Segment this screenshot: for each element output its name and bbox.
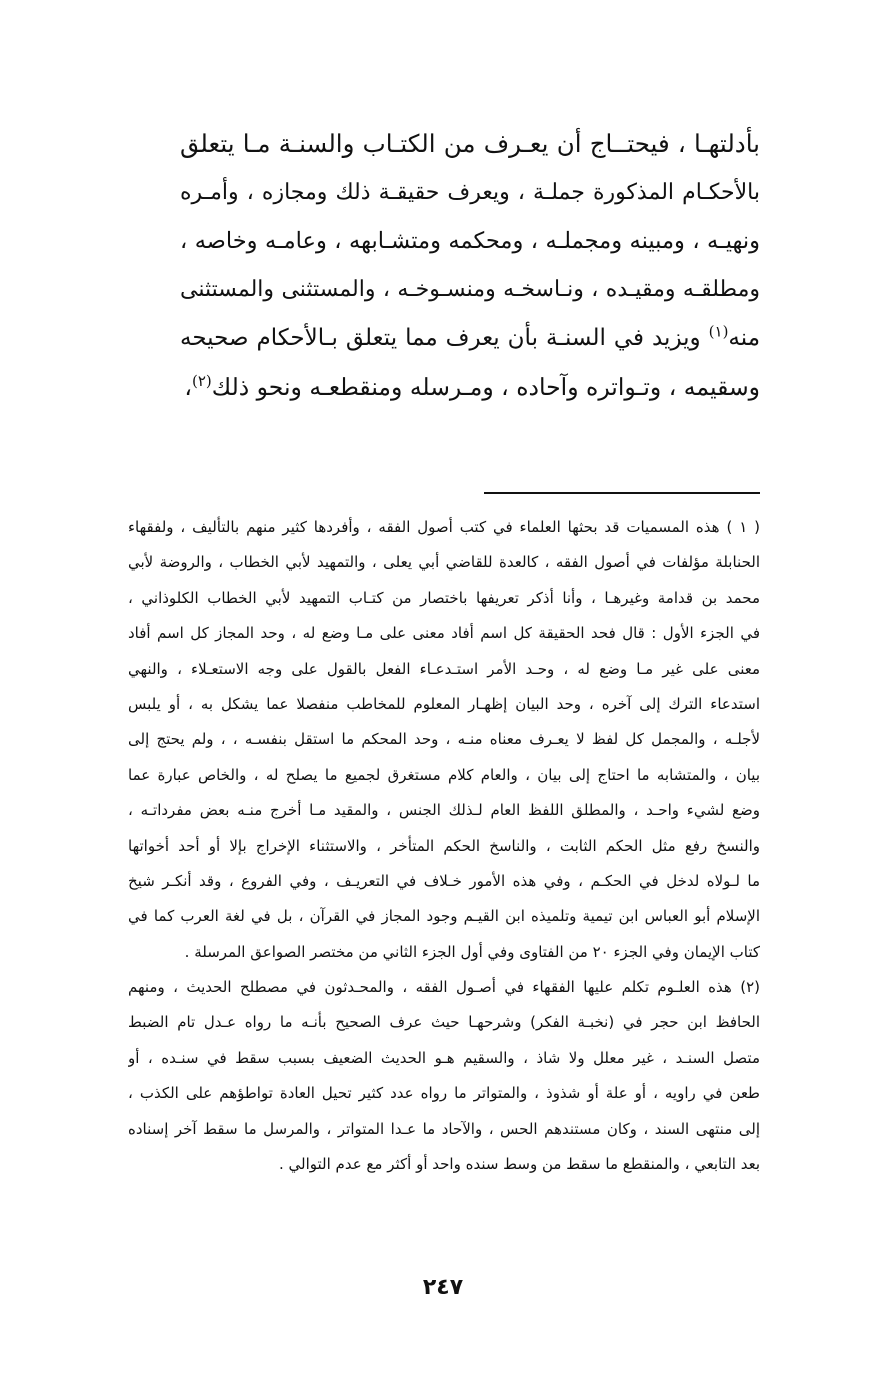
footnote-line: (٢) هذه العلـوم تكلم عليها الفقهاء في أصـول الفقه ، والمحـدثون في مصطلح الحديث ، ومنهم [128, 978, 760, 997]
main-text-fragment: ، [184, 372, 192, 401]
footnote-line: الحافظ ابن حجر في (نخبـة الفكر) وشرحهـا حيث عرف الصحيح بأنـه ما رواه عـدل تام الضبط [128, 1013, 760, 1032]
main-text-line: ونهيـه ، ومبينه ومجملـه ، ومحكمه ومتشـابهه ، وعامـه وخاصه ، [180, 228, 760, 254]
footnote-line: وضع لشيء واحـد ، والمطلق اللفظ العام لـذلك الجنس ، والمقيد مـا أخرج منـه بعض مفرداتـه ، [128, 801, 760, 820]
footnote-line: ( ١ ) هذه المسميات قد بحثها العلماء في كتب أصول الفقه ، وأفردها كثير منهم بالتأليف ، ولفقهاء [128, 518, 760, 536]
footnote-reference-1: (١) [708, 322, 729, 341]
footnote-line: في الجزء الأول : قال فحد الحقيقة كل اسم أفاد معنى على مـا وضع له ، وحد المجاز كل اسم أفاد [128, 624, 760, 643]
footnote-separator [484, 492, 760, 494]
footnote-line: بيان ، والمتشابه ما احتاج إلى بيان ، والعام كلام مستغرق لجميع ما يصلح له ، والخاص عبارة عما [128, 765, 760, 784]
footnote-line: كتاب الإيمان وفي الجزء ٢٠ من الفتاوى وفي أول الجزء الثاني من مختصر الصواعق المرسلة . [184, 942, 760, 961]
footnote-line: الإسلام أبو العباس ابن تيمية وتلميذه ابن القيـم وجود المجاز في القرآن ، بل في لغة العرب كما في [128, 907, 760, 926]
footnotes [128, 510, 760, 1182]
footnote-line: بعد التابعي ، والمنقطع ما سقط من وسط سنده واحد أو أكثر مع عدم التوالي . [278, 1155, 760, 1174]
footnote-line: ما لـولاه لدخل في الحكـم ، وفي هذه الأمور خـلاف في التعريـف ، وفي الفروع ، وقد أنكـر شيخ [128, 871, 760, 890]
main-text-fragment: منه [728, 325, 761, 351]
page-number: ٢٤٧ [422, 1275, 464, 1300]
main-text-line: ومطلقـه ومقيـده ، ونـاسخـه ومنسـوخـه ، والمستثنى والمستثنى [180, 276, 760, 302]
main-text-line [180, 363, 760, 412]
main-text-fragment: ويزيد في السنـة بأن يعرف مما يتعلق بـالأحكام صحيحه [180, 325, 701, 351]
footnote-line: إلى منتهى السند ، وكان مستندهم الحس ، والآحاد ما عـدا المتواتر ، والمرسل ما سقط آخر إسناده [128, 1119, 760, 1138]
main-text [180, 120, 760, 411]
footnote-line: طعن في راويه ، أو علة أو شذوذ ، والمتواتر ما رواه عدد كثير تحيل العادة تواطؤهم على الكذب ، [128, 1084, 760, 1103]
footnote-reference-2: (٢) [191, 371, 212, 390]
main-text-fragment: وسقيمه ، وتـواتره وآحاده ، ومـرسله ومنقطعـه ونحو ذلك [211, 372, 760, 401]
footnote-line: استدعاء الترك إلى آخره ، وحد البيان إظهـار المعلوم للمخاطب منفصلا عما يشكل به ، أو يلبس [128, 694, 760, 713]
footnote-line: لأجلـه ، والمجمل كل لفظ لا يعـرف معناه منـه ، وحد المحكم ما استقل بنفسـه ، ، ولم يحتج إلى [128, 730, 760, 749]
main-text-line: بأدلتهـا ، فيحتــاج أن يعـرف من الكتـاب والسنـة مـا يتعلق [180, 129, 760, 158]
footnote-line: محمد بن قدامة وغيرهـا ، وأنا أذكر تعريفها باختصار من كتـاب التمهيد لأبي الخطاب الكلوذاني ، [128, 588, 760, 607]
footnote-line: الحنابلة مؤلفات في أصول الفقه ، كالعدة للقاضي أبي يعلى ، والتمهيد لأبي الخطاب ، والروضة لأبي [128, 553, 760, 572]
footnote-line: معنى على غير مـا وضع له ، وحـد الأمر استـدعـاء الفعل بالقول على وجه الاستعـلاء ، والنهي [128, 659, 760, 678]
footnote-line: والنسخ رفع مثل الحكم الثابت ، والناسخ الحكم المتأخر ، والاستثناء الإخراج بإلا أو أحد أخواتها [128, 836, 760, 855]
main-text-line: بالأحكـام المذكورة جملـة ، ويعرف حقيقـة ذلك ومجازه ، وأمـره [180, 179, 760, 205]
main-text-line [180, 314, 760, 363]
footnote-line: متصل السنـد ، غير معلل ولا شاذ ، والسقيم هـو الحديث الضعيف بسبب سقط في سنـده ، أو [128, 1048, 760, 1067]
